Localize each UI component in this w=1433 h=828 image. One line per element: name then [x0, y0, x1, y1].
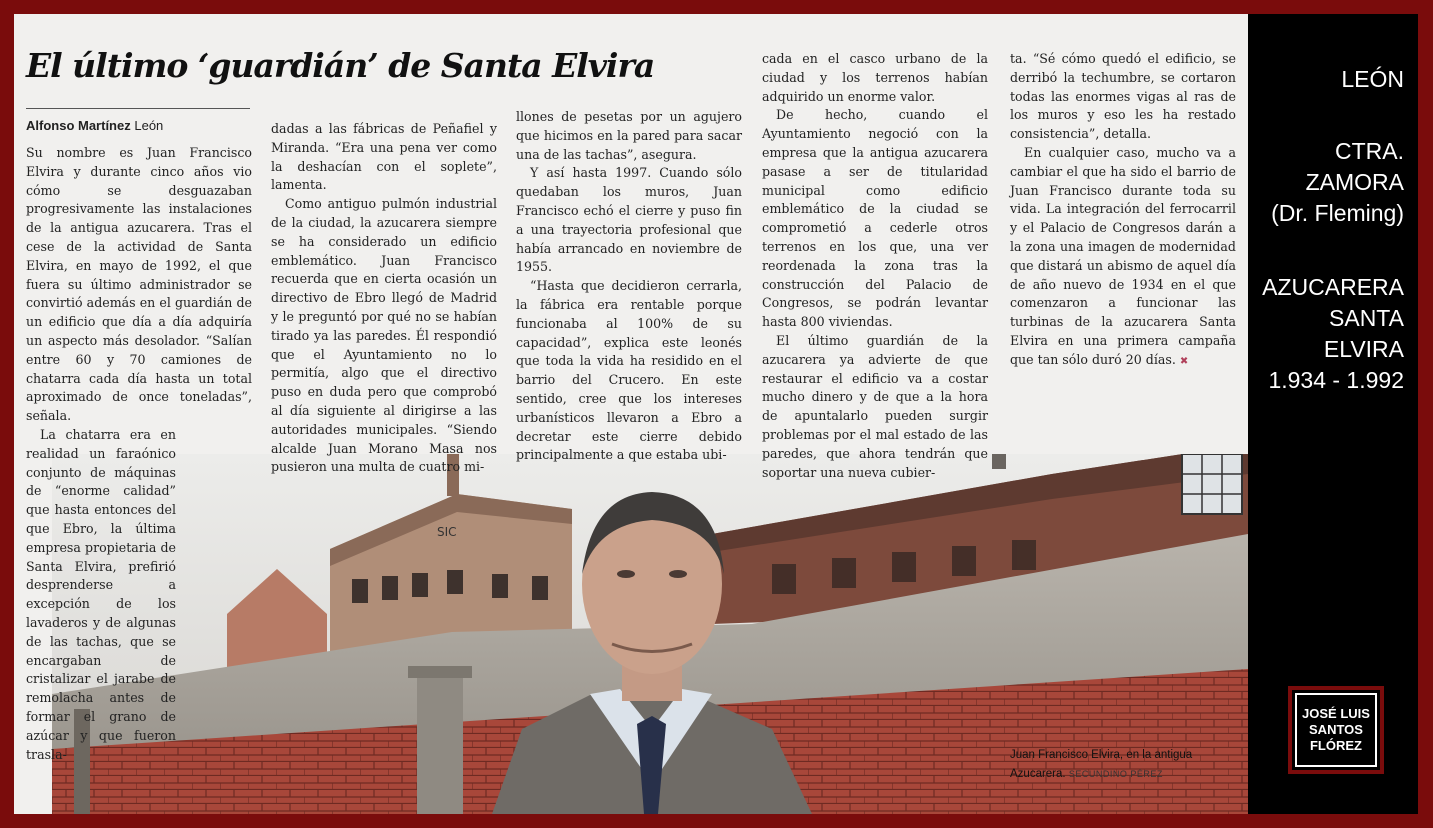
end-mark-icon: ✖ [1179, 355, 1189, 367]
paragraph: De hecho, cuando el Ayuntamiento negoció con la empresa que la antigua azucarera pasase a ser de titularidad municipal como edificio emblemático de la ciudad se comprometió a cederle otros terrenos en los que, una ver reordenada la zona tras la construcción del Palacio de Congresos, se podrán levantar hasta 800 viviendas. [762, 107, 988, 330]
paragraph: “Hasta que decidieron cerrarla, la fábrica era rentable porque funcionaba al 100% de su capacidad”, explica este leonés que toda la vida ha residido en el barrio del Crucero. En este sentido, cree que los intereses urbanísticos llevaron a Ebro a decretar este cierre debido principalmente a que estaba ubi- [516, 278, 742, 463]
sidebar-road-line: CTRA. [1335, 138, 1404, 164]
column-3 [516, 108, 742, 465]
paragraph: ta. “Sé cómo quedó el edificio, se derribó la techumbre, se cortaron todas las enormes vigas al ras de los muros y eso les ha restado consistencia”, detalla. [1010, 51, 1236, 142]
byline [26, 118, 163, 133]
sidebar-factory [1262, 272, 1404, 396]
headline: El último ‘guardián’ de Santa Elvira [26, 46, 655, 85]
sidebar-road [1271, 136, 1404, 229]
sidebar-factory-line: ELVIRA [1323, 336, 1404, 362]
paragraph: Como antiguo pulmón industrial de la ciudad, la azucarera siempre se ha considerado un edificio emblemático. Juan Francisco recuerda que en cierta ocasión un directivo de Ebro llegó de Madrid y le preguntó por qué no se habían tirado ya las paredes. Él respondió que el Ayuntamiento no lo permitía, algo que el directivo puso en duda pero que comprobó al día siguiente al dirigirse a las autoridades municipales. “Siendo alcalde Juan Morano Masa nos pusieron una multa de cuatro mi- [271, 196, 497, 475]
paragraph: El último guardián de la azucarera ya advierte de que restaurar el edificio va a costar mucho dinero y de que a la hora de apuntalarlo pueden surgir problemas por el mal estado de las paredes, que ahora tendrán que soportar una nueva cubier- [762, 332, 988, 480]
paragraph [1010, 144, 1236, 372]
sidebar-road-line: ZAMORA [1305, 169, 1404, 195]
sidebar-road-line: (Dr. Fleming) [1271, 200, 1404, 226]
column-4 [762, 50, 988, 482]
column-2 [271, 120, 497, 477]
signature-text: JOSÉ LUIS SANTOS FLÓREZ [1295, 693, 1377, 767]
sidebar-factory-line: AZUCARERA [1262, 274, 1404, 300]
signature-stamp [1288, 686, 1384, 774]
paragraph: llones de pesetas por un agujero que hicimos en la pared para sacar una de las tachas”, asegura. [516, 109, 742, 162]
sidebar-city: LEÓN [1341, 66, 1404, 92]
paragraph: La chatarra era en realidad un faraónico conjunto de máquinas de “enorme calidad” que hasta entonces del que Ebro, la última empresa propietaria de Santa Elvira, prefirió desprenderse a excepción de los lavaderos y de algunas de las tachas, que se encargaban de cristalizar el jarabe de remolacha antes de formar el grano de azúcar y que fueron trasla- [26, 426, 176, 762]
newspaper-clipping [14, 14, 1248, 814]
photo-credit: SECUNDINO PÉREZ [1068, 769, 1163, 779]
author: Alfonso Martínez [26, 118, 131, 133]
paragraph: dadas a las fábricas de Peñafiel y Miranda. “Era una pena ver como la deshacían con el soplete”, lamenta. [271, 121, 497, 193]
paragraph: cada en el casco urbano de la ciudad y los terrenos habían adquirido un enorme valor. [762, 51, 988, 104]
paragraph-text: En cualquier caso, mucho va a cambiar el que ha sido el barrio de Juan Francisco durante toda su vida. La integración del ferrocarril y el Palacio de Congresos darán a la zona una imagen de modernidad que distará un abismo de aquel día de año nuevo de 1934 en el que comenzaron a funcionar las turbinas de la azucarera Santa Elvira en una primera campaña que tan sólo duró 20 días. [1010, 144, 1236, 367]
caption-text: Juan Francisco Elvira, en la antigua Azucarera. [1010, 749, 1193, 780]
sidebar-factory-line: SANTA [1329, 305, 1404, 331]
paragraph: Su nombre es Juan Francisco Elvira y durante cinco años vio cómo se desguazaban progresivamente las instalaciones de la antigua azucarera. Tras el cese de la actividad de Santa Elvira, en mayo de 1992, el que fuera su último administrador se convirtió además en el guardián de un edificio que día a día adquiría un aspecto más desolador. “Salían entre 60 y 70 camiones de chatarra cada día hasta un total aproximado de once toneladas”, señala. [26, 145, 252, 424]
column-5 [1010, 50, 1236, 372]
photo-caption [1010, 746, 1230, 784]
photo-sign: SIC [437, 525, 457, 539]
byline-location: León [134, 118, 164, 133]
byline-rule [26, 108, 250, 109]
sidebar-years: 1.934 - 1.992 [1268, 367, 1404, 393]
paragraph: Y así hasta 1997. Cuando sólo quedaban los muros, Juan Francisco echó el cierre y puso fin a una trayectoria profesional que había arrancado en noviembre de 1955. [516, 165, 742, 275]
column-1 [26, 144, 252, 764]
